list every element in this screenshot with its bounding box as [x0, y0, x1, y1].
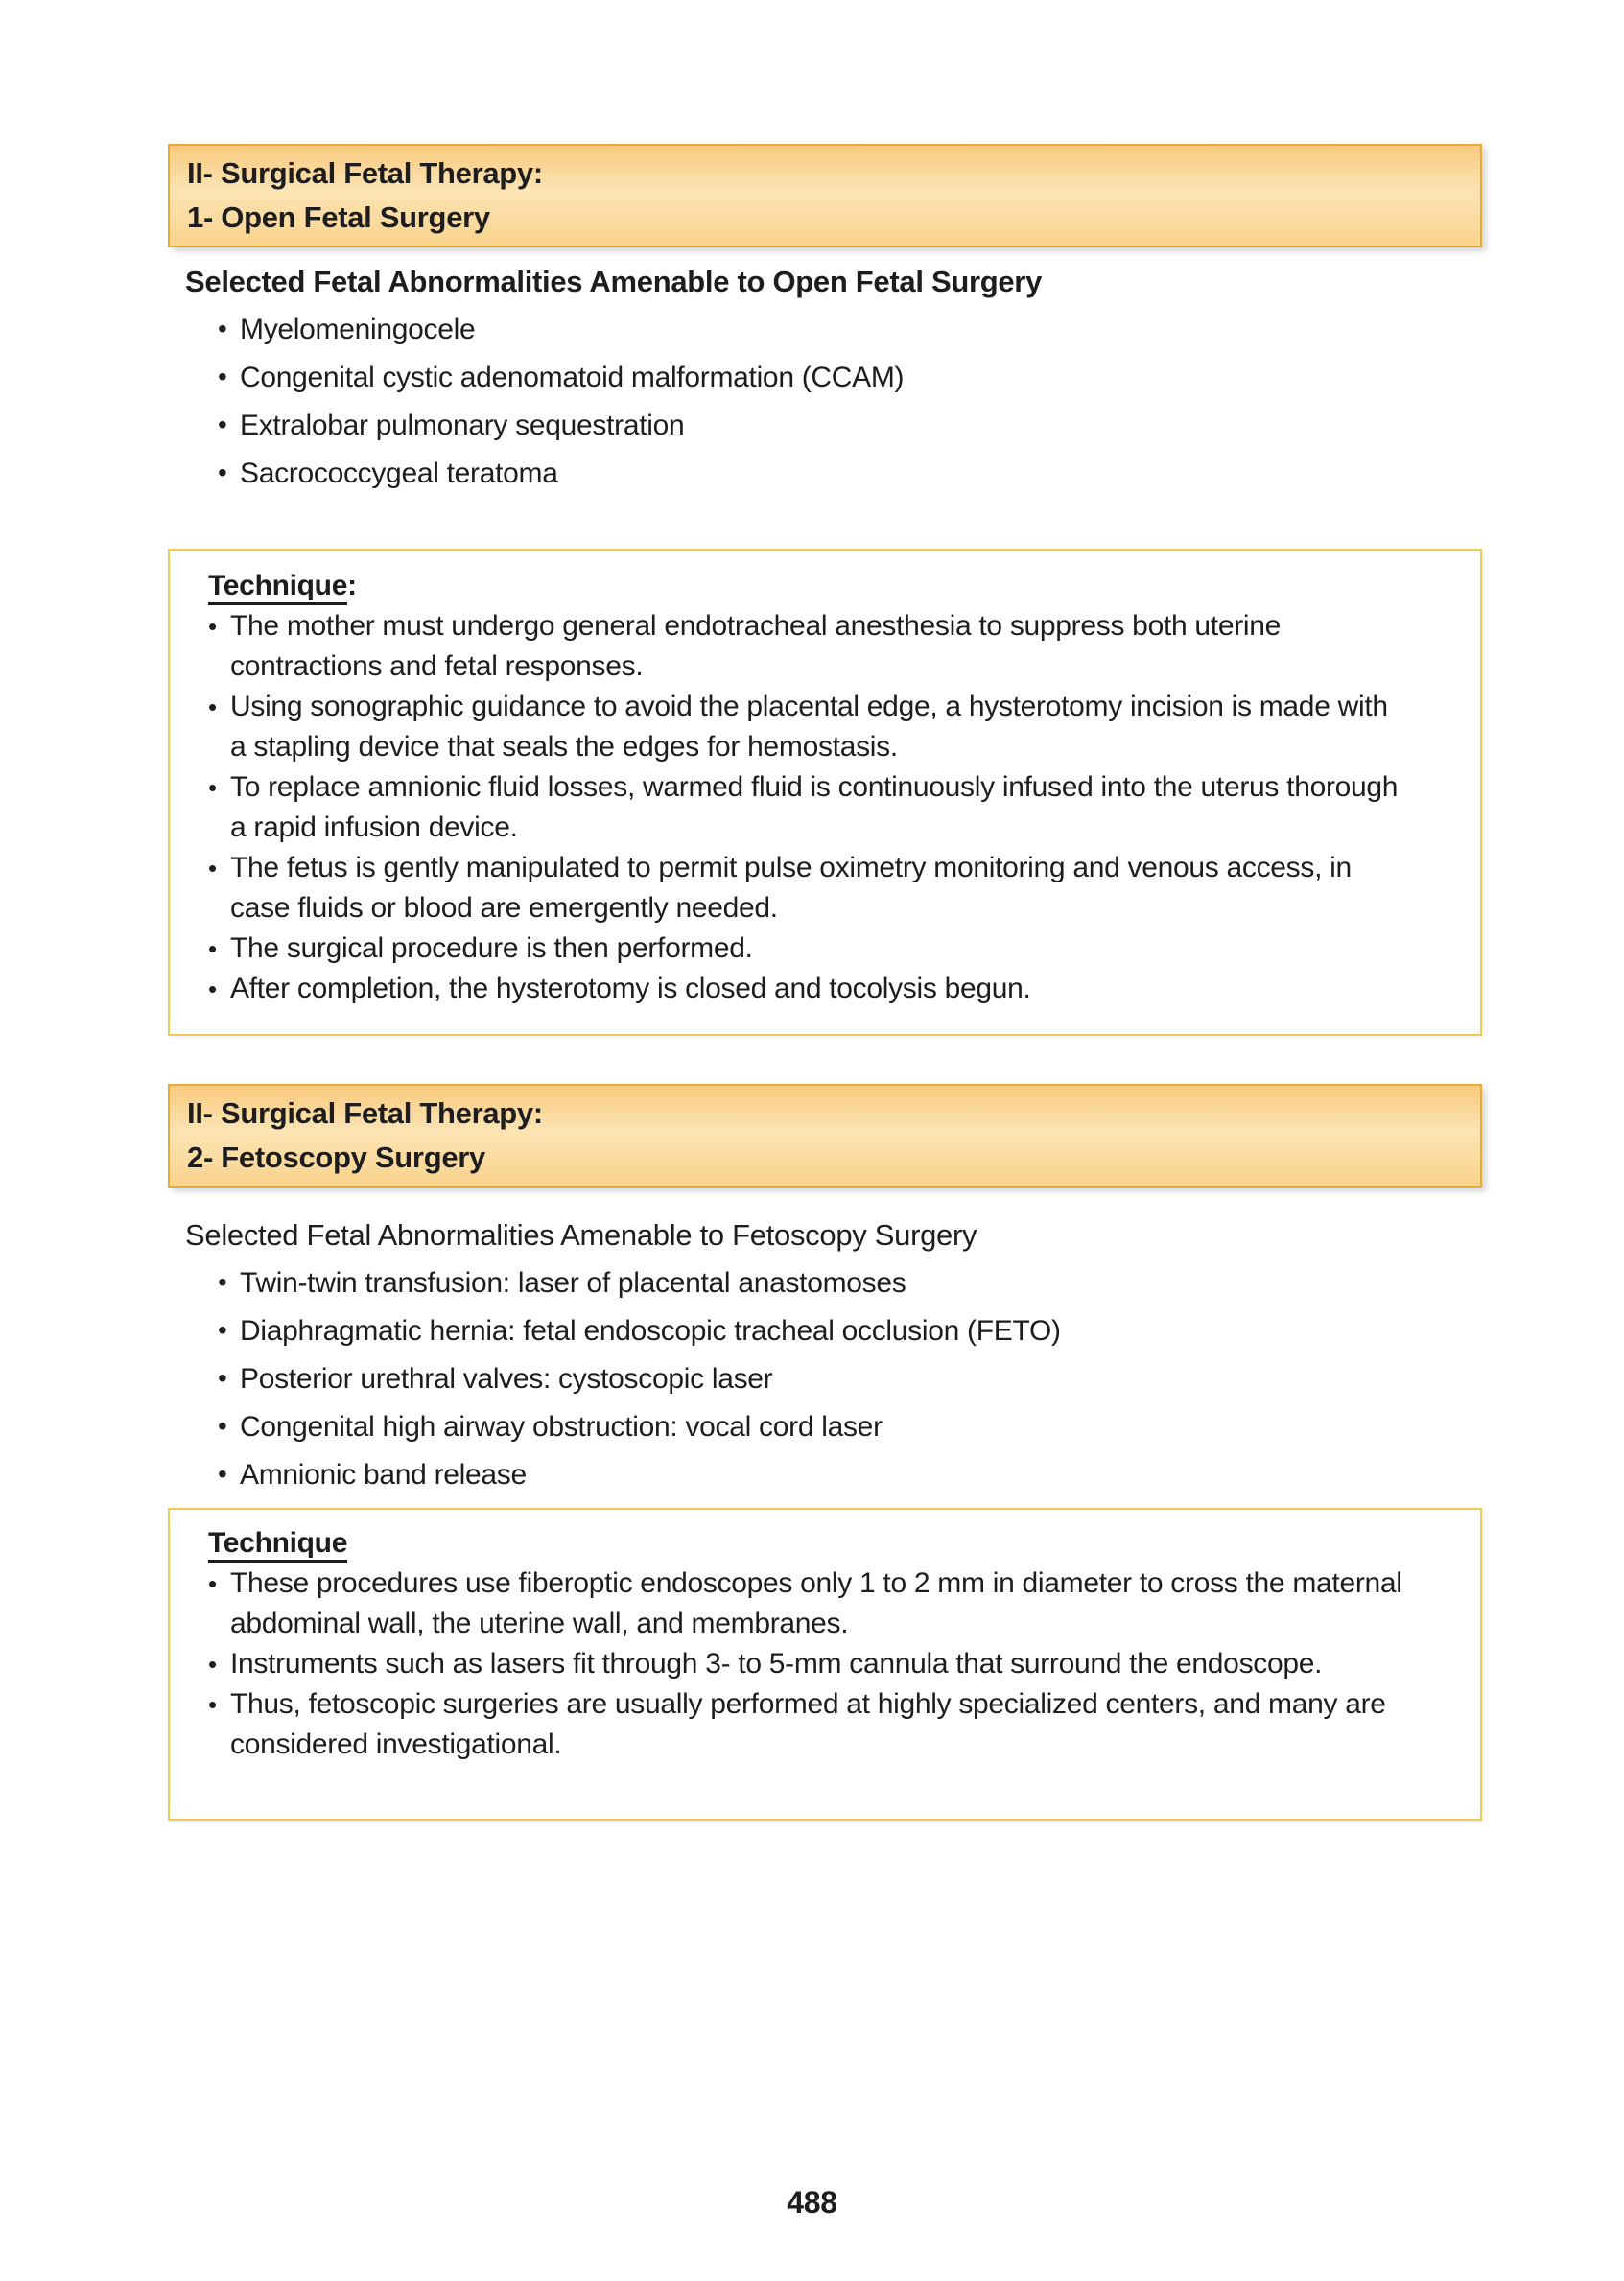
technique-item: • These procedures use fiberoptic endoscopes only 1 to 2 mm in diameter to cross the maternal abdominal wall, the uterine wall, and membranes.: [189, 1564, 1461, 1644]
section-2-header-box: [168, 1084, 1482, 1188]
list-item: • Twin-twin transfusion: laser of placental anastomoses: [168, 1268, 1482, 1299]
technique-item: • Using sonographic guidance to avoid the placental edge, a hysterotomy incision is made with a stapling device that seals the edges for hemostasis.: [189, 687, 1461, 767]
section-2-header-line-1: II- Surgical Fetal Therapy:: [187, 1096, 543, 1130]
technique-title-text: Technique: [208, 1527, 347, 1563]
section-2-technique-list: [189, 1564, 1461, 1765]
list-item: • Extralobar pulmonary sequestration: [168, 411, 1482, 441]
section-2-subheading: Selected Fetal Abnormalities Amenable to Fetoscopy Surgery: [185, 1218, 977, 1252]
technique-item: • Thus, fetoscopic surgeries are usually performed at highly specialized centers, and many are considered investigational.: [189, 1684, 1461, 1765]
list-item: • Congenital cystic adenomatoid malformation (CCAM): [168, 363, 1482, 393]
technique-item: • After completion, the hysterotomy is closed and tocolysis begun.: [189, 969, 1461, 1009]
list-item: • Sacrococcygeal teratoma: [168, 459, 1482, 489]
section-1-header-box: [168, 144, 1482, 247]
section-1-technique-list: [189, 606, 1461, 1009]
list-item: • Myelomeningocele: [168, 315, 1482, 345]
section-1-subheading: Selected Fetal Abnormalities Amenable to Open Fetal Surgery: [185, 265, 1043, 298]
page-number: 488: [787, 2185, 837, 2220]
list-item: • Posterior urethral valves: cystoscopic laser: [168, 1364, 1482, 1395]
technique-item: • The fetus is gently manipulated to permit pulse oximetry monitoring and venous access, in case fluids or blood are emergently needed.: [189, 848, 1461, 929]
section-2-technique-box: [168, 1508, 1482, 1821]
section-1-header-line-1: II- Surgical Fetal Therapy:: [187, 156, 543, 190]
technique-title: [208, 566, 1461, 606]
technique-title-colon: :: [347, 570, 357, 601]
section-1-technique-box: [168, 549, 1482, 1036]
technique-title-text: Technique: [208, 570, 347, 605]
technique-item: • The mother must undergo general endotracheal anesthesia to suppress both uterine contractions and fetal responses.: [189, 606, 1461, 687]
section-1-header-line-2: 1- Open Fetal Surgery: [187, 200, 490, 234]
list-item: • Diaphragmatic hernia: fetal endoscopic tracheal occlusion (FETO): [168, 1316, 1482, 1347]
list-item: • Congenital high airway obstruction: vocal cord laser: [168, 1412, 1482, 1443]
list-item: • Amnionic band release: [168, 1460, 1482, 1491]
content-column: [168, 0, 1482, 1821]
section-2-header-line-2: 2- Fetoscopy Surgery: [187, 1140, 485, 1174]
technique-title: [208, 1523, 1461, 1564]
section-1-abnormalities-list: [168, 315, 1482, 489]
technique-item: • To replace amnionic fluid losses, warmed fluid is continuously infused into the uterus thorough a rapid infusion device.: [189, 767, 1461, 848]
technique-item: • The surgical procedure is then performed.: [189, 929, 1461, 969]
section-2-abnormalities-list: [168, 1268, 1482, 1491]
technique-item: • Instruments such as lasers fit through 3- to 5-mm cannula that surround the endoscope.: [189, 1644, 1461, 1684]
